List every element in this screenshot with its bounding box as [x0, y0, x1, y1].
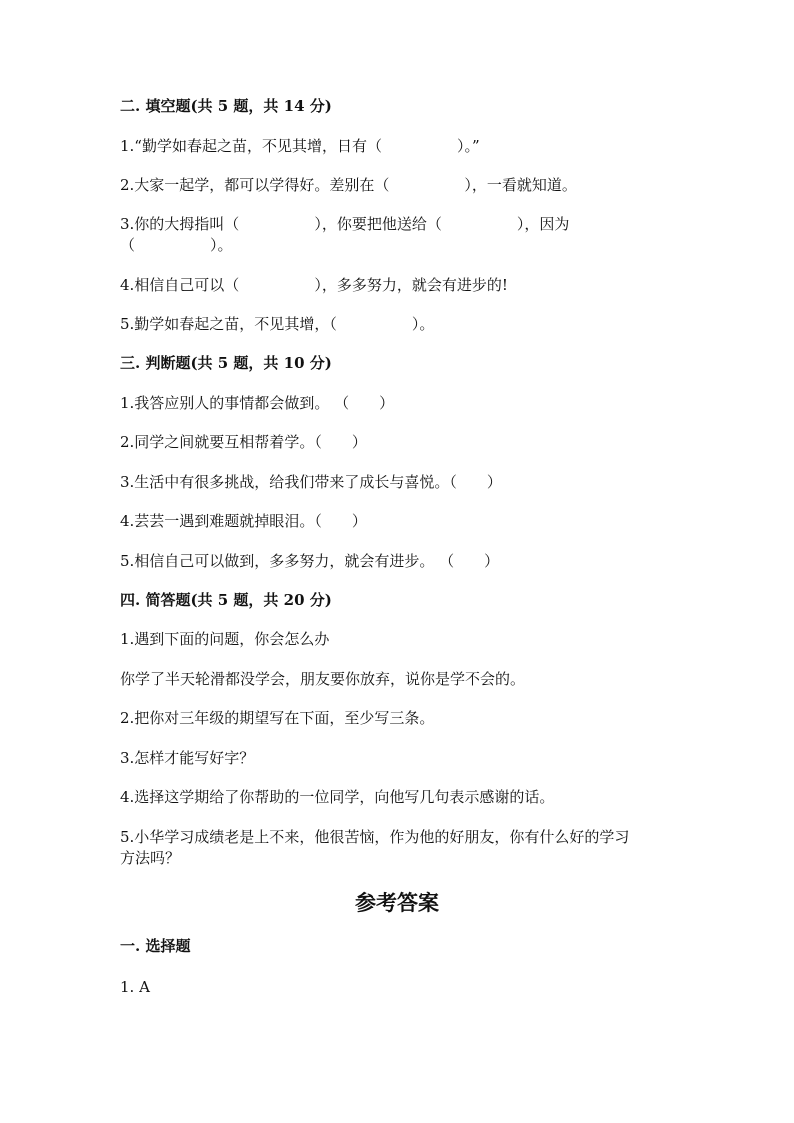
short-answer-question-5-line-2: 方法吗？ [120, 849, 181, 867]
judge-question-3: 3.生活中有很多挑战，给我们带来了成长与喜悦。（ ） [120, 473, 502, 491]
judge-heading: 三. 判断题(共 5 题，共 10 分) [120, 354, 332, 372]
judge-question-1: 1.我答应别人的事情都会做到。 （ ） [120, 394, 395, 412]
answer-key-title: 参考答案 [355, 890, 439, 915]
answer-key-item-1: 1. A [120, 978, 150, 996]
answer-key-section-1-heading: 一. 选择题 [120, 937, 191, 955]
judge-question-5: 5.相信自己可以做到，多多努力，就会有进步。 （ ） [120, 552, 500, 570]
fill-blank-question-1: 1.“勤学如春起之苗，不见其增，日有（ ）。” [120, 137, 480, 155]
fill-blank-question-2: 2.大家一起学，都可以学得好。差别在（ ），一看就知道。 [120, 176, 577, 194]
short-answer-question-2: 2.把你对三年级的期望写在下面，至少写三条。 [120, 709, 435, 727]
short-answer-question-5-line-1: 5.小华学习成绩老是上不来，他很苦恼，作为他的好朋友，你有什么好的学习 [120, 828, 630, 846]
short-answer-question-1-scenario: 你学了半天轮滑都没学会，朋友要你放弃，说你是学不会的。 [120, 670, 526, 688]
short-answer-question-4: 4.选择这学期给了你帮助的一位同学，向他写几句表示感谢的话。 [120, 788, 555, 806]
short-answer-question-1: 1.遇到下面的问题，你会怎么办 [120, 630, 330, 648]
fill-blank-question-4: 4.相信自己可以（ ），多多努力，就会有进步的! [120, 276, 508, 294]
fill-blank-heading: 二. 填空题(共 5 题，共 14 分) [120, 97, 332, 115]
fill-blank-question-5: 5.勤学如春起之苗，不见其增，（ ）。 [120, 315, 435, 333]
short-answer-question-3: 3.怎样才能写好字？ [120, 749, 255, 767]
fill-blank-question-3-line-2: （ ）。 [120, 236, 233, 254]
short-answer-heading: 四. 简答题(共 5 题，共 20 分) [120, 591, 332, 609]
judge-question-2: 2.同学之间就要互相帮着学。（ ） [120, 433, 367, 451]
fill-blank-question-3-line-1: 3.你的大拇指叫（ ），你要把他送给（ ），因为 [120, 215, 570, 233]
judge-question-4: 4.芸芸一遇到难题就掉眼泪。（ ） [120, 512, 367, 530]
